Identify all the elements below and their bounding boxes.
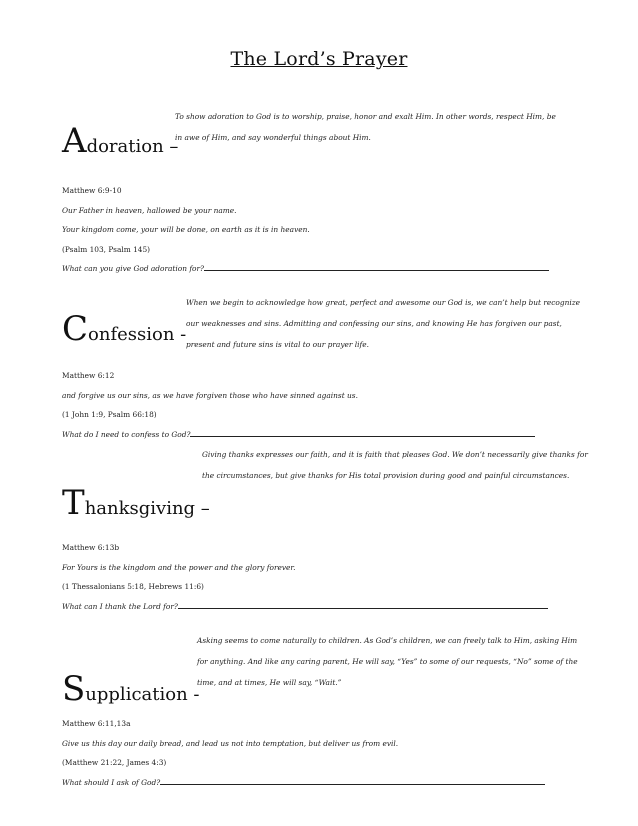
section-description: To show adoration to God is to worship, praise, honor and exalt Him. In other words, respect Him, be in awe of Him, and say wonderful things about Him. xyxy=(175,112,556,142)
section-description: When we begin to acknowledge how great, perfect and awesome our God is, we can’t help but recognize our weaknesses and sins. Admitting and confessing our sins, and knowing He has forgiven our past, present and future sins is vital to our prayer life. xyxy=(186,298,580,349)
question-row xyxy=(62,773,602,793)
section-confession xyxy=(62,288,602,444)
verse-line: Give us this day our daily bread, and lead us not into temptation, but deliver us from evil. xyxy=(62,738,399,748)
heading-rest: onfession - xyxy=(88,324,187,345)
answer-blank-line[interactable] xyxy=(190,427,535,437)
verse-line: Your kingdom come, your will be done, on earth as it is in heaven. xyxy=(62,225,310,234)
heading-rest: hanksgiving – xyxy=(84,498,210,519)
question-label: What can I thank the Lord for? xyxy=(62,601,178,611)
heading-rest: doration – xyxy=(86,136,179,157)
related-references: (1 Thessalonians 5:18, Hebrews 11:6) xyxy=(62,582,204,591)
verse-reference: Matthew 6:9-10 xyxy=(62,186,122,195)
section-heading xyxy=(62,121,179,161)
verse-reference: Matthew 6:13b xyxy=(62,543,120,552)
question-row xyxy=(62,597,602,617)
section-heading xyxy=(62,309,187,349)
answer-blank-line[interactable] xyxy=(178,599,548,609)
verse-line: For Yours is the kingdom and the power and the glory forever. xyxy=(62,562,296,572)
heading-initial: A xyxy=(62,121,87,161)
question-row xyxy=(62,259,602,279)
verse-reference: Matthew 6:11,13a xyxy=(62,719,131,728)
question-label: What do I need to confess to God? xyxy=(62,429,191,439)
question-label: What can you give God adoration for? xyxy=(62,264,204,273)
answer-blank-line[interactable] xyxy=(160,775,545,785)
verse-line: and forgive us our sins, as we have forgiven those who have sinned against us. xyxy=(62,390,358,400)
verse-line: Our Father in heaven, hallowed be your name. xyxy=(62,205,237,215)
section-description: Asking seems to come naturally to children. As God’s children, we can freely talk to Him, asking Him for anything. And like any caring parent, He will say, “Yes” to some of our requests, “No” some of the time, and at times, He will say, “Wait.” xyxy=(197,636,578,687)
question-label: What should I ask of God? xyxy=(62,777,161,787)
section-thanksgiving xyxy=(62,442,602,616)
answer-blank-line[interactable] xyxy=(204,261,549,271)
heading-initial: T xyxy=(62,483,85,523)
heading-rest: upplication - xyxy=(85,684,200,705)
section-heading xyxy=(62,483,210,523)
related-references: (Psalm 103, Psalm 145) xyxy=(62,244,151,254)
heading-initial: C xyxy=(62,309,89,349)
related-references: (1 John 1:9, Psalm 66:18) xyxy=(62,410,157,419)
heading-initial: S xyxy=(62,669,86,709)
page-title: The Lord’s Prayer xyxy=(230,48,408,70)
section-description: Giving thanks expresses our faith, and it is faith that pleases God. We don’t necessarily give thanks for the circumstances, but give thanks for His total provision during good and painful circumstances. xyxy=(202,450,588,480)
section-supplication xyxy=(62,628,602,792)
section-adoration xyxy=(62,94,602,279)
verse-reference: Matthew 6:12 xyxy=(62,371,115,380)
related-references: (Matthew 21:22, James 4:3) xyxy=(62,758,167,767)
section-heading xyxy=(62,669,200,709)
